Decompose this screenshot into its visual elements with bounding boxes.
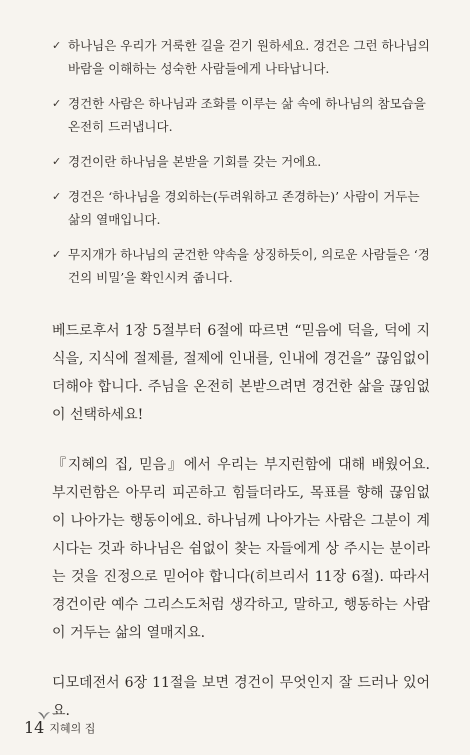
bullet-item [52, 185, 430, 231]
check-icon: ✓ [52, 97, 62, 110]
paragraph: 베드로후서 1장 5절부터 6절에 따르면 “믿음에 덕을, 덕에 지식을, 지식에 절제를, 절제에 인내를, 인내에 경건을” 끊임없이 더해야 합니다. 주님을 온전히 본받으려면 경건한 삶을 끊임없이 선택하세요! [52, 323, 430, 423]
body-text [52, 317, 430, 725]
paragraph: 디모데전서 6장 11절을 보면 경건이 무엇인지 잘 드러나 있어요. [52, 675, 430, 719]
bullet-text: 경건은 ‘하나님을 경외하는(두려워하고 존경하는)’ 사람이 거두는 삶의 열매입니다. [68, 189, 420, 227]
bullet-item [52, 92, 430, 138]
bullet-text: 하나님은 우리가 거룩한 길을 걷기 원하세요. 경건은 그런 하나님의 바람을 이해하는 성숙한 사람들에게 나타납니다. [68, 38, 430, 76]
leaf-icon [36, 706, 52, 722]
book-title: 지혜의 집 [49, 721, 96, 735]
page-number: 14 [24, 718, 45, 737]
bullet-item [52, 243, 430, 289]
bullet-text: 경건한 사람은 하나님과 조화를 이루는 삶 속에 하나님의 참모습을 온전히 드러냅니다. [68, 96, 426, 134]
bullet-text: 무지개가 하나님의 굳건한 약속을 상징하듯이, 의로운 사람들은 ‘경건의 비밀’을 확인시켜 줍니다. [68, 247, 430, 285]
bullet-text: 경건이란 하나님을 본받을 기회를 갖는 거에요. [68, 154, 322, 169]
check-icon: ✓ [52, 248, 62, 261]
check-icon: ✓ [52, 155, 62, 168]
bullet-item [52, 150, 430, 173]
bullet-item [52, 34, 430, 80]
check-icon: ✓ [52, 39, 62, 52]
paragraph: 『지혜의 집, 믿음』에서 우리는 부지런함에 대해 배웠어요. 부지런함은 아무리 피곤하고 힘들더라도, 목표를 향해 끊임없이 나아가는 행동이에요. 하나님께 나아가는 사람은 그분이 계시다는 것과 하나님은 쉼없이 찾는 자들에게 상 주시는 분이라는 것을 진정으로 믿어야 합니다(히브리서 11장 6절). 따라서 경건이란 예수 그리스도처럼 생각하고, 말하고, 행동하는 사람이 거두는 삶의 열매지요. [52, 457, 430, 641]
check-icon: ✓ [52, 190, 62, 203]
page-footer [24, 720, 95, 736]
bullet-list [52, 34, 430, 289]
